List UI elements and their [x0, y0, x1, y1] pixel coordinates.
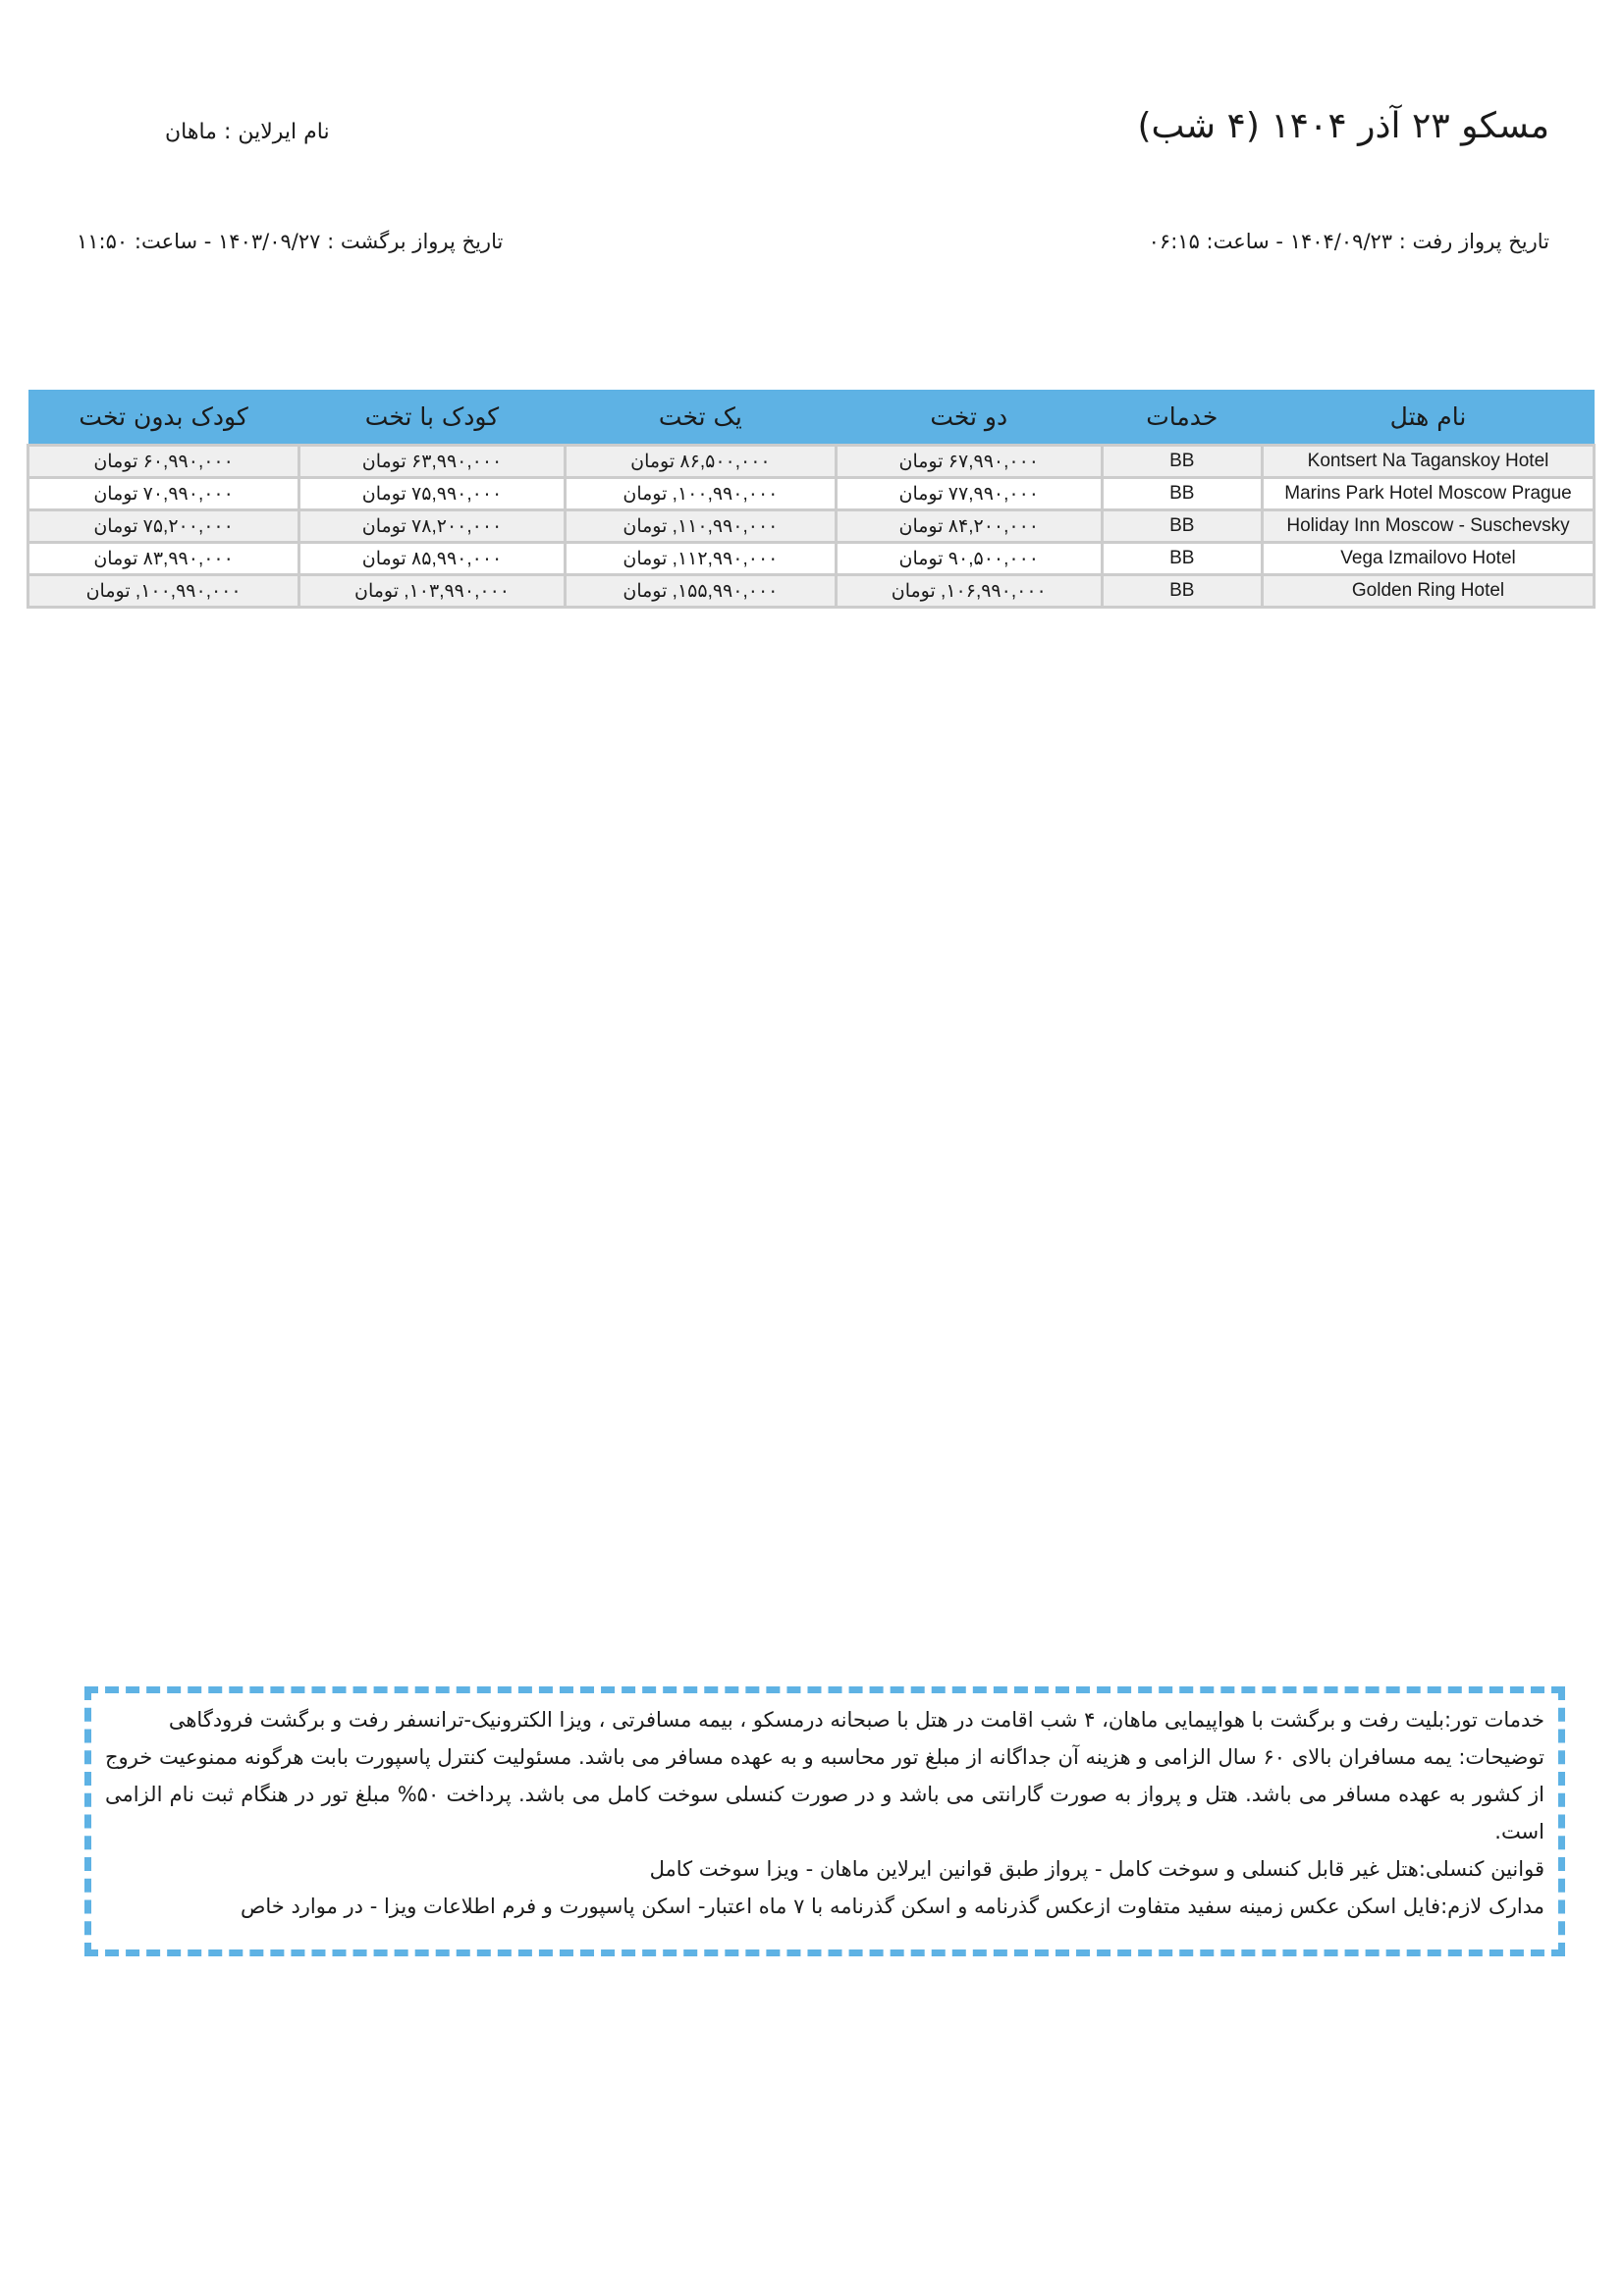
price-single: ۱۵۵,۹۹۰,۰۰۰, تومان [565, 575, 836, 608]
return-flight-date: تاریخ پرواز برگشت : ۱۴۰۳/۰۹/۲۷ - ساعت: ۱۱:۵۰ [77, 230, 504, 253]
price-child-nobed: ۶۰,۹۹۰,۰۰۰ تومان [28, 446, 299, 478]
price-double: ۹۰,۵۰۰,۰۰۰ تومان [836, 543, 1102, 575]
table-row [28, 446, 1595, 478]
price-double: ۶۷,۹۹۰,۰۰۰ تومان [836, 446, 1102, 478]
price-double: ۱۰۶,۹۹۰,۰۰۰, تومان [836, 575, 1102, 608]
price-single: ۸۶,۵۰۰,۰۰۰ تومان [565, 446, 836, 478]
page-title: مسکو ۲۳ آذر ۱۴۰۴ (۴ شب) [1137, 106, 1549, 146]
tour-services-note: خدمات تور:بلیت رفت و برگشت با هواپیمایی ماهان، ۴ شب اقامت در هتل با صبحانه درمسکو ، بیمه مسافرتی ، ویزا الکترونیک-ترانسفر رفت و برگشت فرودگاهی [168, 1708, 1544, 1732]
service-type: BB [1102, 510, 1262, 543]
airline-name: نام ایرلاین : ماهان [165, 120, 330, 144]
price-double: ۷۷,۹۹۰,۰۰۰ تومان [836, 478, 1102, 510]
departure-flight-date: تاریخ پرواز رفت : ۱۴۰۴/۰۹/۲۳ - ساعت: ۰۶:۱۵ [1148, 230, 1549, 253]
price-child-nobed: ۱۰۰,۹۹۰,۰۰۰, تومان [28, 575, 299, 608]
table-row [28, 510, 1595, 543]
price-child-nobed: ۷۵,۲۰۰,۰۰۰ تومان [28, 510, 299, 543]
cancellation-rules-note: قوانین کنسلی:هتل غیر قابل کنسلی و سوخت کامل - پرواز طبق قوانین ایرلاین ماهان - ویزا سوخت کامل [649, 1857, 1544, 1881]
table-row [28, 575, 1595, 608]
service-type: BB [1102, 543, 1262, 575]
price-single: ۱۱۰,۹۹۰,۰۰۰, تومان [565, 510, 836, 543]
col-header-single: یک تخت [565, 390, 836, 446]
service-type: BB [1102, 575, 1262, 608]
table-row [28, 543, 1595, 575]
tour-notes-box [84, 1686, 1565, 1956]
price-child-nobed: ۷۰,۹۹۰,۰۰۰ تومان [28, 478, 299, 510]
col-header-child-nobed: کودک بدون تخت [28, 390, 299, 446]
col-header-service: خدمات [1102, 390, 1262, 446]
hotel-price-table [27, 390, 1596, 609]
price-child-bed: ۶۳,۹۹۰,۰۰۰ تومان [299, 446, 566, 478]
price-single: ۱۱۲,۹۹۰,۰۰۰, تومان [565, 543, 836, 575]
hotel-name: Marins Park Hotel Moscow Prague [1263, 478, 1595, 510]
hotel-name: Vega Izmailovo Hotel [1263, 543, 1595, 575]
price-child-bed: ۷۸,۲۰۰,۰۰۰ تومان [299, 510, 566, 543]
col-header-double: دو تخت [836, 390, 1102, 446]
table-row [28, 478, 1595, 510]
service-type: BB [1102, 478, 1262, 510]
tour-description-note: توضیحات: یمه مسافران بالای ۶۰ سال الزامی و هزینه آن جداگانه از مبلغ تور محاسبه و به عهده مسافر می باشد. مسئولیت کنترل پاسپورت بابت هرگونه ممنوعیت خروج از کشور به عهده مسافر می باشد. هتل و پرواز به صورت گارانتی می باشد و در صورت کنسلی سوخت کامل می باشد. پرداخت ۵۰% مبلغ تور در هنگام ثبت نام الزامی است. [105, 1745, 1544, 1843]
col-header-hotel: نام هتل [1263, 390, 1595, 446]
hotel-name: Holiday Inn Moscow - Suschevsky [1263, 510, 1595, 543]
price-single: ۱۰۰,۹۹۰,۰۰۰, تومان [565, 478, 836, 510]
price-child-bed: ۱۰۳,۹۹۰,۰۰۰, تومان [299, 575, 566, 608]
table-header-row [28, 390, 1595, 446]
service-type: BB [1102, 446, 1262, 478]
price-child-bed: ۸۵,۹۹۰,۰۰۰ تومان [299, 543, 566, 575]
col-header-child-bed: کودک با تخت [299, 390, 566, 446]
price-double: ۸۴,۲۰۰,۰۰۰ تومان [836, 510, 1102, 543]
price-child-nobed: ۸۳,۹۹۰,۰۰۰ تومان [28, 543, 299, 575]
price-child-bed: ۷۵,۹۹۰,۰۰۰ تومان [299, 478, 566, 510]
hotel-name: Kontsert Na Taganskoy Hotel [1263, 446, 1595, 478]
hotel-name: Golden Ring Hotel [1263, 575, 1595, 608]
required-documents-note: مدارک لازم:فایل اسکن عکس زمینه سفید متفاوت ازعکس گذرنامه و اسکن گذرنامه با ۷ ماه اعتبار- اسکن پاسپورت و فرم اطلاعات ویزا - در موارد خاص [241, 1895, 1544, 1918]
